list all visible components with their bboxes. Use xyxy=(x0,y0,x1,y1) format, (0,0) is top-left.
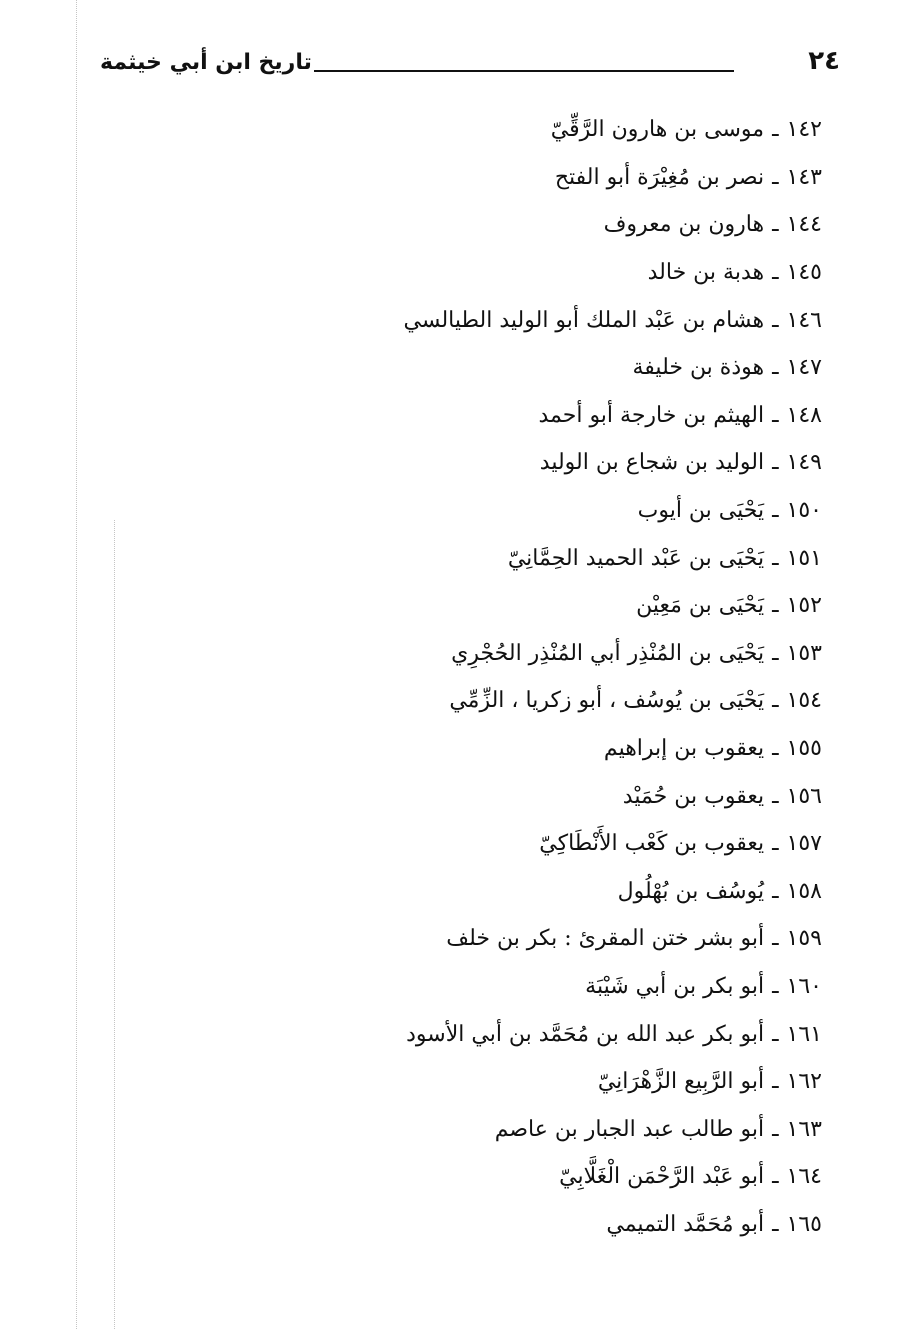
list-item xyxy=(302,677,822,725)
list-item xyxy=(302,820,822,868)
entry-number: ١٤٥ xyxy=(786,260,822,286)
entry-name: أبو مُحَمَّد التميمي xyxy=(606,1211,765,1237)
entry-number: ١٥١ xyxy=(786,545,822,571)
list-item xyxy=(302,582,822,630)
entry-separator: ـ xyxy=(772,1116,779,1142)
entry-separator: ـ xyxy=(772,831,779,857)
entry-separator: ـ xyxy=(772,402,779,428)
list-item xyxy=(302,439,822,487)
entry-number: ١٦٥ xyxy=(786,1211,822,1237)
entry-separator: ـ xyxy=(772,878,779,904)
entry-name: يعقوب بن حُمَيْد xyxy=(622,783,765,809)
entry-name: أبو الرَّبِيع الزَّهْرَانِيّ xyxy=(597,1069,765,1095)
list-item xyxy=(302,1010,822,1058)
entry-name: هدبة بن خالد xyxy=(647,260,765,286)
entry-separator: ـ xyxy=(772,1211,779,1237)
entry-separator: ـ xyxy=(772,355,779,381)
entry-name: أبو بكر عبد الله بن مُحَمَّد بن أبي الأسود xyxy=(406,1021,765,1047)
entry-number: ١٦٤ xyxy=(786,1164,822,1190)
list-item xyxy=(302,725,822,773)
entry-separator: ـ xyxy=(772,1021,779,1047)
entry-name: يَحْيَى بن عَبْد الحميد الحِمَّانِيّ xyxy=(507,545,765,571)
book-title: تاريخ ابن أبي خيثمة xyxy=(100,50,312,75)
page-number: ٢٤ xyxy=(808,46,840,76)
list-item xyxy=(302,344,822,392)
entry-number: ١٥٠ xyxy=(786,498,822,524)
list-item xyxy=(302,249,822,297)
entry-number: ١٥٨ xyxy=(786,878,822,904)
scan-guide-line xyxy=(76,0,77,1329)
entry-number: ١٥٧ xyxy=(786,831,822,857)
list-item xyxy=(302,963,822,1011)
list-item xyxy=(302,392,822,440)
entry-number: ١٦٠ xyxy=(786,973,822,999)
entry-name: هشام بن عَبْد الملك أبو الوليد الطيالسي xyxy=(403,307,765,333)
entry-name: الهيثم بن خارجة أبو أحمد xyxy=(538,402,765,428)
list-item xyxy=(302,1201,822,1249)
entry-separator: ـ xyxy=(772,545,779,571)
entry-separator: ـ xyxy=(772,593,779,619)
entry-separator: ـ xyxy=(772,307,779,333)
entry-separator: ـ xyxy=(772,1164,779,1190)
narrator-list xyxy=(302,106,822,1248)
entry-separator: ـ xyxy=(772,498,779,524)
entry-name: أبو بكر بن أبي شَيْبَة xyxy=(585,973,765,999)
entry-name: أبو طالب عبد الجبار بن عاصم xyxy=(494,1116,765,1142)
entry-number: ١٥٦ xyxy=(786,783,822,809)
entry-name: يعقوب بن إبراهيم xyxy=(603,736,765,762)
entry-number: ١٤٢ xyxy=(786,117,822,143)
entry-separator: ـ xyxy=(772,640,779,666)
entry-separator: ـ xyxy=(772,117,779,143)
entry-name: يَحْيَى بن أيوب xyxy=(637,498,765,524)
entry-separator: ـ xyxy=(772,688,779,714)
list-item xyxy=(302,630,822,678)
list-item xyxy=(302,201,822,249)
list-item xyxy=(302,487,822,535)
entry-name: يعقوب بن كَعْب الأَنْطَاكِيّ xyxy=(539,831,765,857)
list-item xyxy=(302,1105,822,1153)
entry-name: يَحْيَى بن المُنْذِر أبي المُنْذِر الحُجْرِي xyxy=(451,640,765,666)
entry-number: ١٤٩ xyxy=(786,450,822,476)
entry-separator: ـ xyxy=(772,926,779,952)
list-item xyxy=(302,1153,822,1201)
entry-number: ١٥٩ xyxy=(786,926,822,952)
entry-number: ١٤٧ xyxy=(786,355,822,381)
entry-number: ١٦٢ xyxy=(786,1069,822,1095)
entry-name: هوذة بن خليفة xyxy=(632,355,765,381)
entry-name: الوليد بن شجاع بن الوليد xyxy=(539,450,765,476)
list-item xyxy=(302,534,822,582)
entry-separator: ـ xyxy=(772,450,779,476)
entry-name: أبو عَبْد الرَّحْمَن الْغَلَّابِيّ xyxy=(559,1164,765,1190)
entry-number: ١٤٤ xyxy=(786,212,822,238)
entry-name: يُوسُف بن بُهْلُول xyxy=(617,878,765,904)
entry-separator: ـ xyxy=(772,212,779,238)
entry-number: ١٦٣ xyxy=(786,1116,822,1142)
entry-name: يَحْيَى بن يُوسُف ، أبو زكريا ، الزِّمِّي xyxy=(449,688,765,714)
list-item xyxy=(302,106,822,154)
entry-separator: ـ xyxy=(772,973,779,999)
entry-number: ١٤٦ xyxy=(786,307,822,333)
scan-guide-line xyxy=(114,520,115,1329)
list-item xyxy=(302,915,822,963)
entry-separator: ـ xyxy=(772,164,779,190)
list-item xyxy=(302,868,822,916)
running-header xyxy=(90,44,840,94)
entry-number: ١٥٢ xyxy=(786,593,822,619)
entry-separator: ـ xyxy=(772,260,779,286)
entry-number: ١٤٣ xyxy=(786,164,822,190)
list-item xyxy=(302,1058,822,1106)
entry-name: أبو بشر ختن المقرئ : بكر بن خلف xyxy=(446,926,765,952)
header-rule xyxy=(314,70,734,72)
entry-number: ١٥٤ xyxy=(786,688,822,714)
entry-name: نصر بن مُغِيْرَة أبو الفتح xyxy=(554,164,765,190)
list-item xyxy=(302,154,822,202)
entry-number: ١٤٨ xyxy=(786,402,822,428)
entry-name: هارون بن معروف xyxy=(603,212,765,238)
entry-separator: ـ xyxy=(772,1069,779,1095)
list-item xyxy=(302,296,822,344)
entry-number: ١٦١ xyxy=(786,1021,822,1047)
entry-separator: ـ xyxy=(772,736,779,762)
entry-name: يَحْيَى بن مَعِيْن xyxy=(636,593,765,619)
entry-number: ١٥٥ xyxy=(786,736,822,762)
entry-name: موسى بن هارون الرَّقِّيّ xyxy=(550,117,765,143)
list-item xyxy=(302,772,822,820)
entry-number: ١٥٣ xyxy=(786,640,822,666)
entry-separator: ـ xyxy=(772,783,779,809)
